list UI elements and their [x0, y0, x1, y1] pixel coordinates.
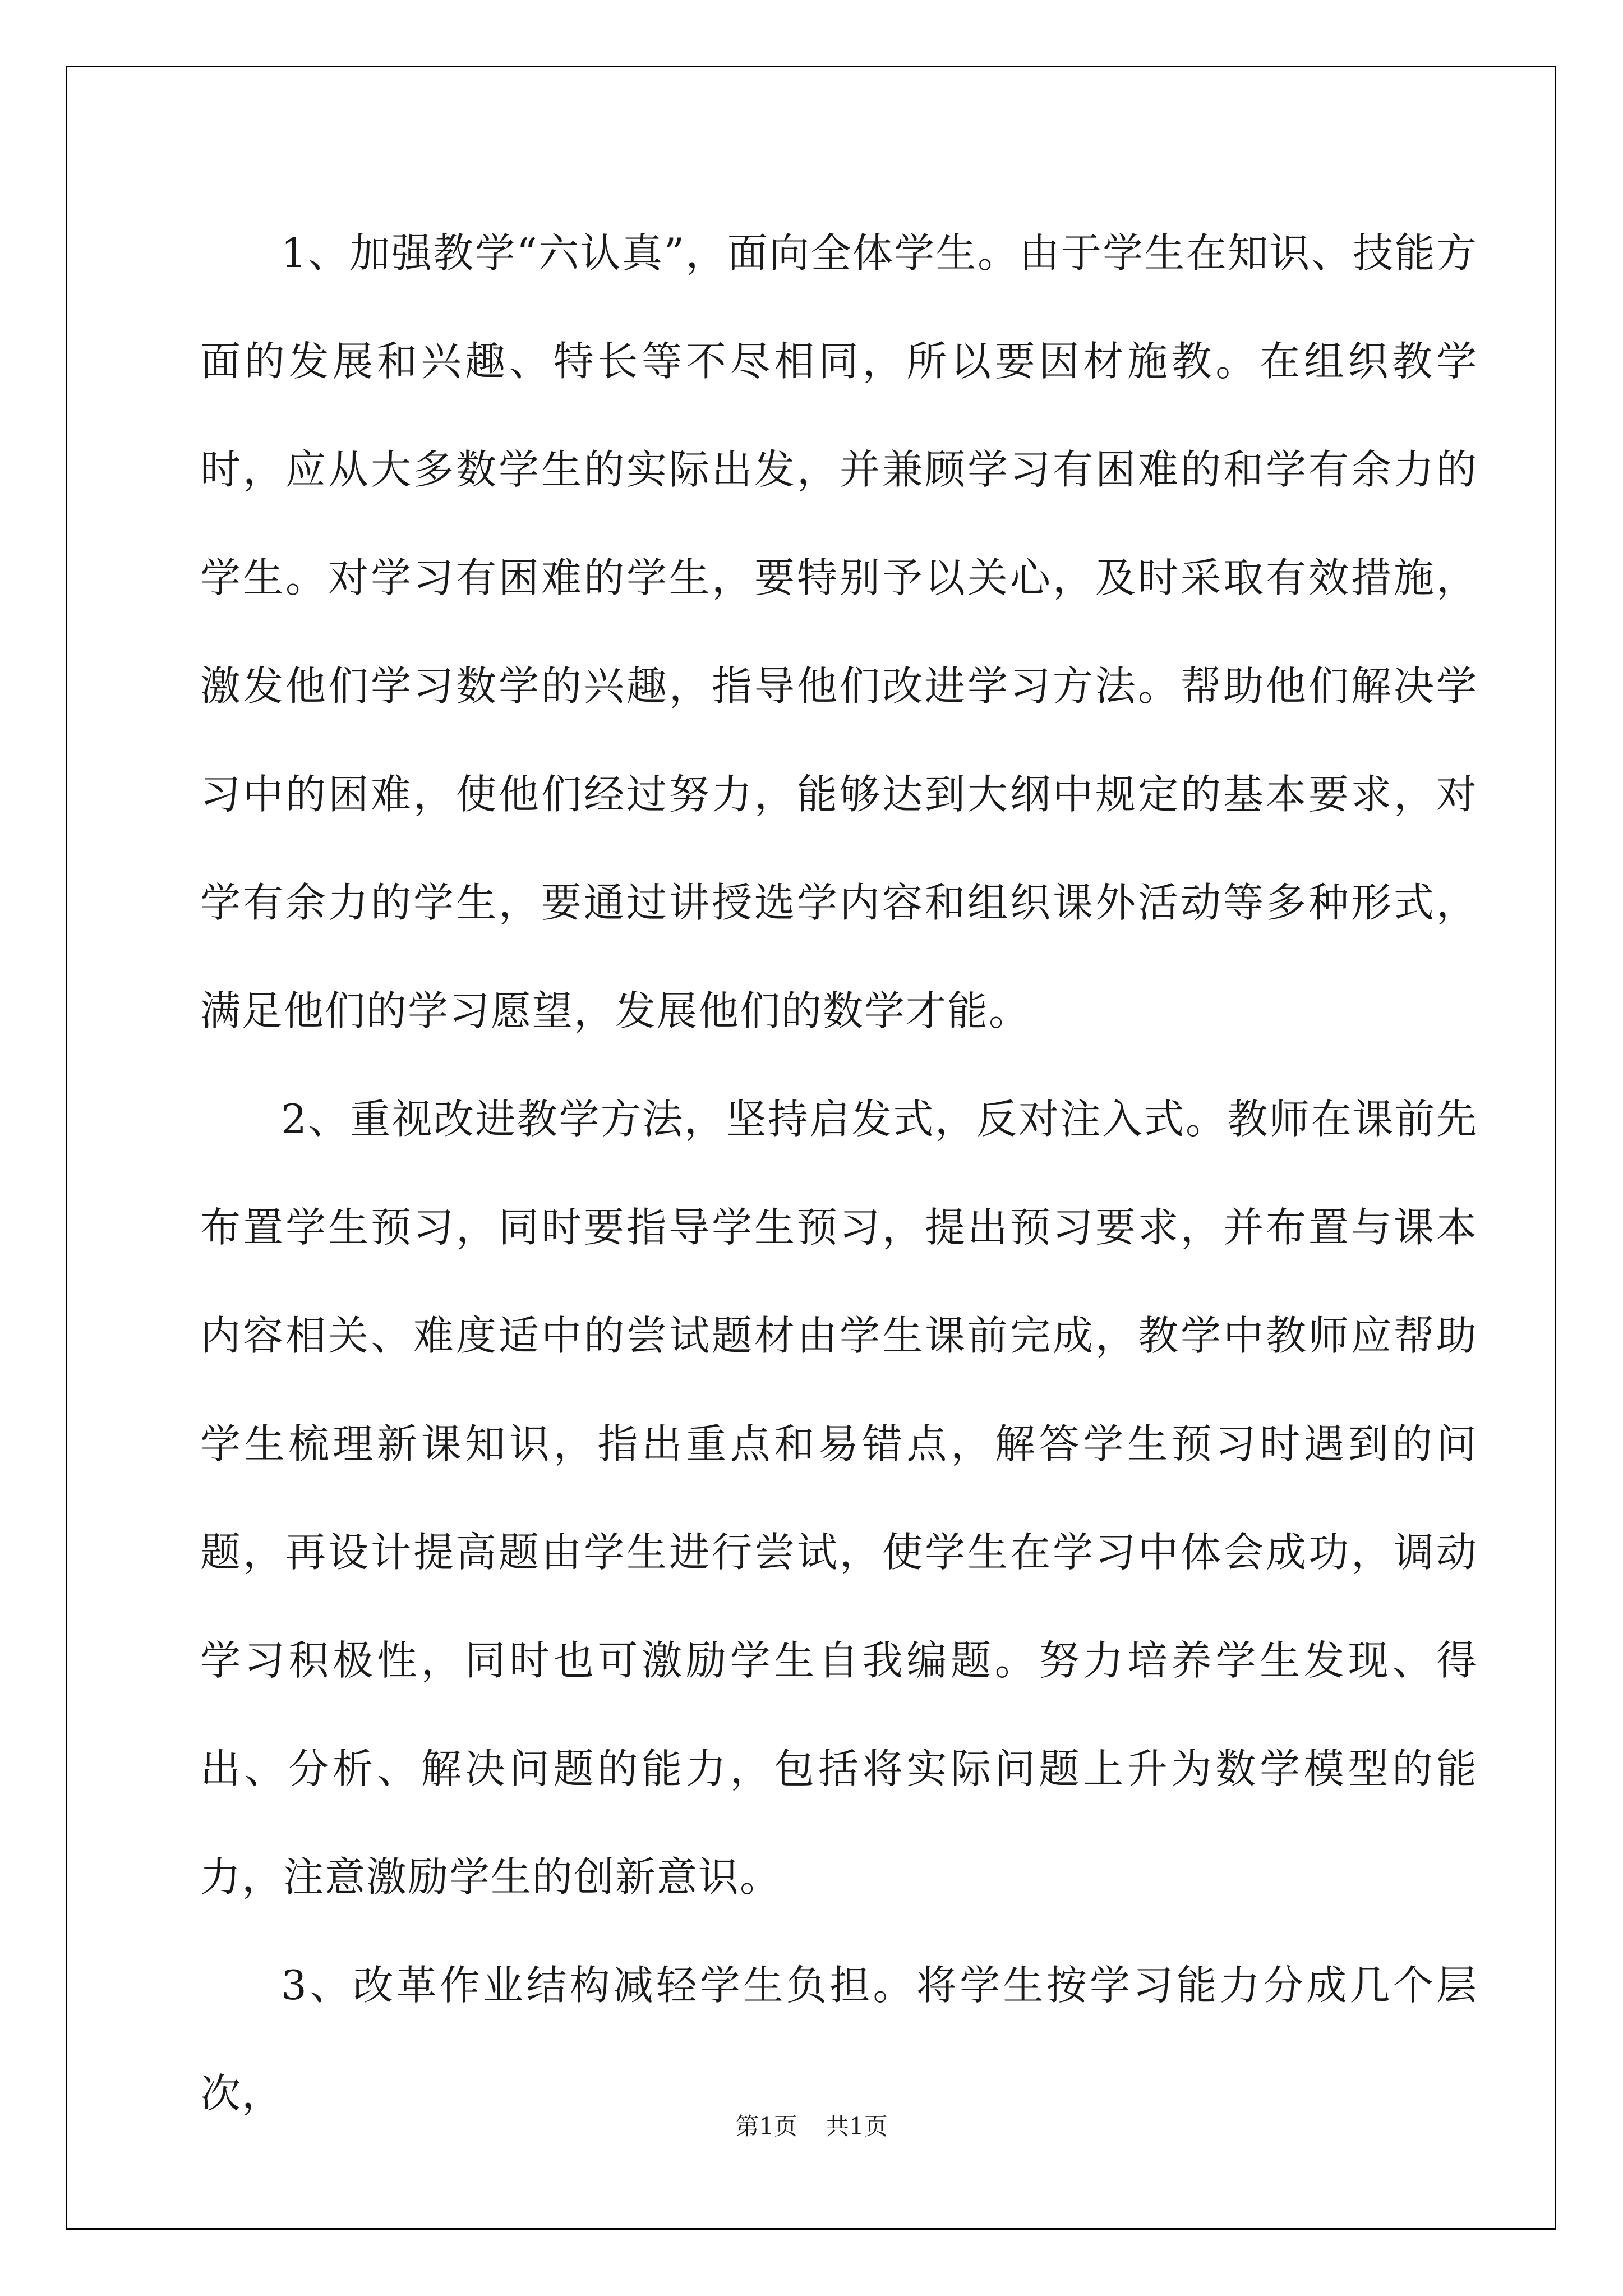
document-body	[200, 199, 1478, 2148]
page-total: 共1页	[826, 2113, 888, 2140]
page-footer	[0, 2108, 1623, 2142]
paragraph-3: 3、改革作业结构减轻学生负担。将学生按学习能力分成几个层次，	[200, 1962, 1478, 2117]
page-number: 第1页	[735, 2113, 797, 2140]
paragraph-2: 2、重视改进教学方法，坚持启发式，反对注入式。教师在课前先布置学生预习，同时要指导学生预习，提出预习要求，并布置与课本内容相关、难度适中的尝试题材由学生课前完成，教学中教师应帮助学生梳理新课知识，指出重点和易错点，解答学生预习时遇到的问题，再设计提高题由学生进行尝试，使学生在学习中体会成功，调动学习积极性，同时也可激励学生自我编题。努力培养学生发现、得出、分析、解决问题的能力，包括将实际问题上升为数学模型的能力，注意激励学生的创新意识。	[200, 1096, 1478, 1901]
paragraph-1: 1、加强教学“六认真”，面向全体学生。由于学生在知识、技能方面的发展和兴趣、特长等不尽相同，所以要因材施教。在组织教学时，应从大多数学生的实际出发，并兼顾学习有困难的和学有余力的学生。对学习有困难的学生，要特别予以关心，及时采取有效措施，激发他们学习数学的兴趣，指导他们改进学习方法。帮助他们解决学习中的困难，使他们经过努力，能够达到大纲中规定的基本要求，对学有余力的学生，要通过讲授选学内容和组织课外活动等多种形式，满足他们的学习愿望，发展他们的数学才能。	[200, 229, 1478, 1034]
